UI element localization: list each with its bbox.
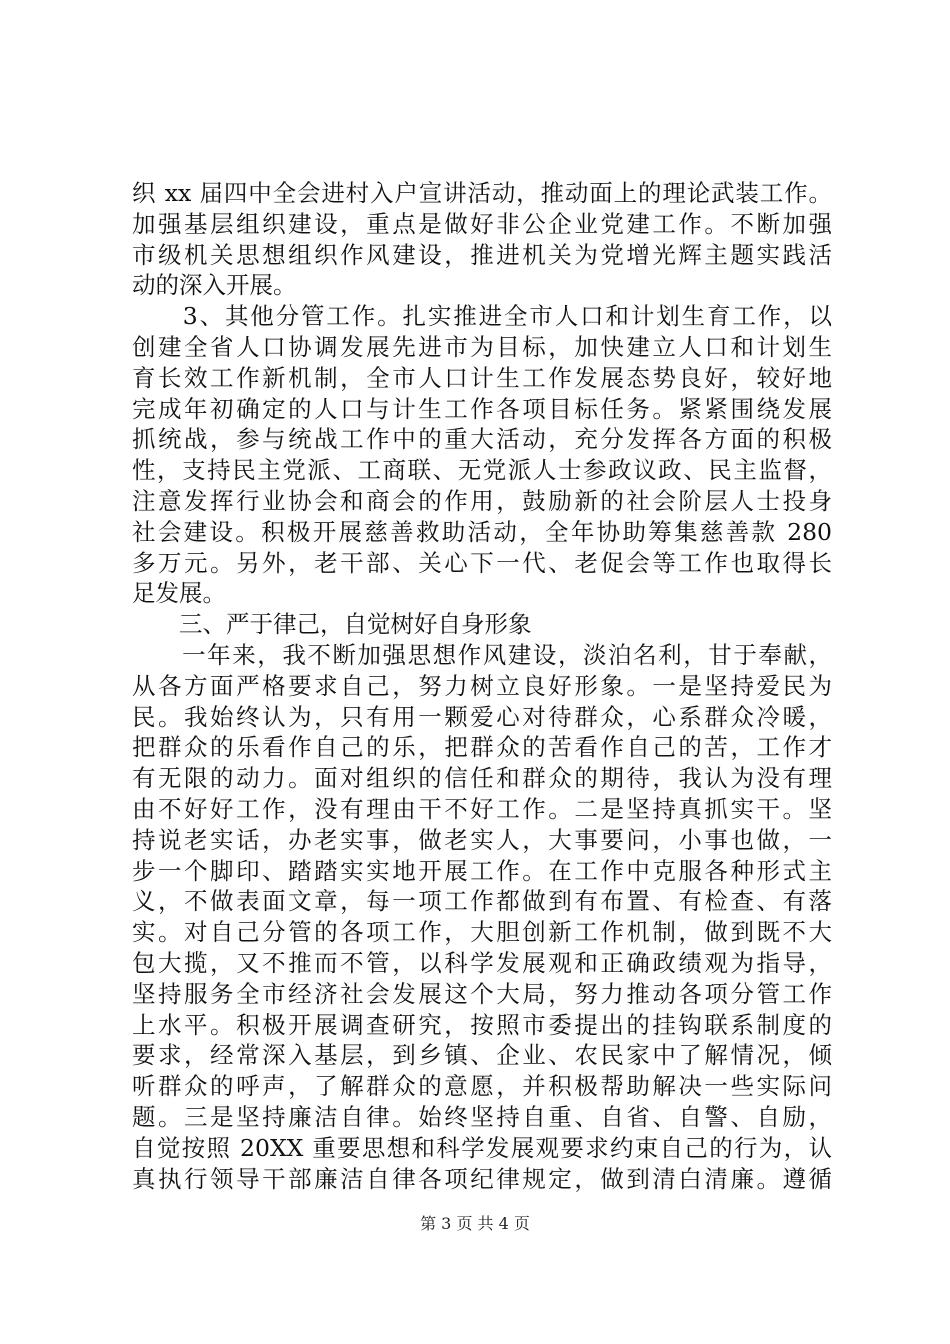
text-line: 听群众的呼声，了解群众的意愿，并积极帮助解决一些实际问 bbox=[132, 1072, 832, 1101]
text-line: 性，支持民主党派、工商联、无党派人士参政议政、民主监督， bbox=[132, 456, 832, 485]
text-line: 坚持服务全市经济社会发展这个大局，努力推动各项分管工作 bbox=[132, 979, 832, 1008]
text-line: 由不好好工作，没有理由干不好工作。二是坚持真抓实干。坚 bbox=[132, 794, 832, 823]
text-line: 义，不做表面文章，每一项工作都做到有布置、有检查、有落 bbox=[132, 887, 832, 916]
text-line: 3、其他分管工作。扎实推进全市人口和计划生育工作，以 bbox=[132, 302, 832, 331]
text-line: 动的深入开展。 bbox=[132, 271, 297, 300]
text-line: 步一个脚印、踏踏实实地开展工作。在工作中克服各种形式主 bbox=[132, 856, 832, 885]
text-line: 完成年初确定的人口与计生工作各项目标任务。紧紧围绕发展 bbox=[132, 394, 832, 423]
text-line: 三、严于律己，自觉树好自身形象 bbox=[132, 610, 532, 639]
text-line: 包大揽，又不推而不管，以科学发展观和正确政绩观为指导， bbox=[132, 948, 832, 977]
text-line: 足发展。 bbox=[132, 579, 226, 608]
text-line: 民。我始终认为，只有用一颗爱心对待群众，心系群众冷暖， bbox=[132, 702, 832, 731]
text-line: 育长效工作新机制，全市人口计生工作发展态势良好，较好地 bbox=[132, 363, 832, 392]
text-line: 一年来，我不断加强思想作风建设，淡泊名利，甘于奉献， bbox=[132, 640, 832, 669]
text-line: 多万元。另外，老干部、关心下一代、老促会等工作也取得长 bbox=[132, 548, 832, 577]
text-line: 有无限的动力。面对组织的信任和群众的期待，我认为没有理 bbox=[132, 764, 832, 793]
text-line: 织 xx 届四中全会进村入户宣讲活动，推动面上的理论武装工作。 bbox=[132, 179, 832, 207]
text-line: 注意发挥行业协会和商会的作用，鼓励新的社会阶层人士投身 bbox=[132, 486, 832, 515]
text-line: 创建全省人口协调发展先进市为目标，加快建立人口和计划生 bbox=[132, 332, 832, 361]
text-line: 从各方面严格要求自己，努力树立良好形象。一是坚持爱民为 bbox=[132, 671, 832, 700]
text-line: 要求，经常深入基层，到乡镇、企业、农民家中了解情况，倾 bbox=[132, 1041, 832, 1070]
page-number-footer: 第 3 页 共 4 页 bbox=[420, 1214, 530, 1233]
text-line: 社会建设。积极开展慈善救助活动，全年协助筹集慈善款 280 bbox=[132, 517, 832, 546]
text-line: 把群众的乐看作自己的乐，把群众的苦看作自己的苦，工作才 bbox=[132, 733, 832, 762]
text-line: 抓统战，参与统战工作中的重大活动，充分发挥各方面的积极 bbox=[132, 425, 832, 454]
text-line: 题。三是坚持廉洁自律。始终坚持自重、自省、自警、自励， bbox=[132, 1102, 832, 1131]
text-line: 上水平。积极开展调查研究，按照市委提出的挂钩联系制度的 bbox=[132, 1010, 832, 1039]
text-line: 自觉按照 20XX 重要思想和科学发展观要求约束自己的行为，认 bbox=[132, 1133, 832, 1162]
text-line: 真执行领导干部廉洁自律各项纪律规定，做到清白清廉。遵循 bbox=[132, 1164, 832, 1193]
text-line: 市级机关思想组织作风建设，推进机关为党增光辉主题实践活 bbox=[132, 240, 832, 269]
text-line: 实。对自己分管的各项工作，大胆创新工作机制，做到既不大 bbox=[132, 918, 832, 947]
text-line: 持说老实话，办老实事，做老实人，大事要问，小事也做，一 bbox=[132, 825, 832, 854]
document-body bbox=[132, 178, 832, 1194]
text-line: 加强基层组织建设，重点是做好非公企业党建工作。不断加强 bbox=[132, 209, 832, 238]
